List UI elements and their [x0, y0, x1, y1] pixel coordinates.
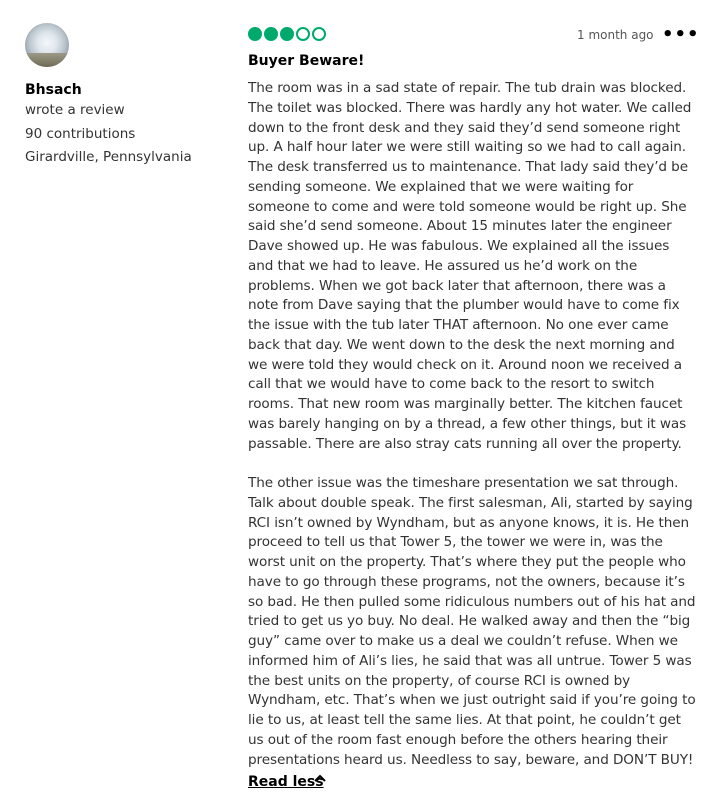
- rating-bubble-1: [248, 27, 262, 41]
- reviewer-contributions: 90 contributions: [25, 126, 136, 142]
- more-options-icon[interactable]: •••: [662, 24, 700, 45]
- review-title: Buyer Beware!: [248, 53, 365, 69]
- chevron-up-icon[interactable]: [313, 772, 327, 790]
- review-body: The room was in a sad state of repair. The tub drain was blocked. The toilet was blocked. There was hardly any hot water. We called down to the front desk and they said they’d send someone right up. A half hour later we were still waiting so we had to call again. The desk transferred us to maintenance. That lady said they’d be sending someone. We explained that we were waiting for someone to come and were told someone would be right up. She said she’d send someone. About 15 minutes later the engineer Dave showed up. He was fabulous. We explained all the issues and that we had to leave. He assured us he’d work on the problems. When we got back later that afternoon, there was a note from Dave saying that the plumber would have to come fix the issue with the tub later THAT afternoon. No one ever came back that day. We went down to the desk the next morning and we were told they would check on it. Around noon we received a call that we would have to come back to the resort to switch rooms. That new room was marginally better. The kitchen faucet was barely hanging on by a thread, a few other things, but it was passable. There are also stray cats running all over the property. The other issue was the timeshare presentation we sat through. Talk about double speak. The first salesman, Ali, started by saying RCI isn’t owned by Wyndham, but as anyone knows, it is. He then proceed to tell us that Tower 5, the tower we were in, was the worst unit on the property. That’s where they put the people who have to go through these programs, not the owners, because it’s so bad. He then pulled some ridiculous numbers out of his hat and tried to get us yo buy. No deal. He walked away and then the “big guy” came over to make us a deal we couldn’t refuse. When we informed him of Ali’s lies, he said that was all untrue. Tower 5 was the best units on the property, of course RCI is owned by Wyndham, etc. That’s when we just outright said if you’re going to lie to us, at least tell the same lies. At that point, he couldn’t get us out of the room fast enough before the others hearing their presentations heard us. Needless to say, beware, and DON’T BUY!: [248, 80, 696, 768]
- reviewer-action: wrote a review: [25, 102, 125, 118]
- rating-bubbles: [248, 27, 326, 41]
- reviewer-avatar[interactable]: [25, 23, 69, 67]
- reviewer-name[interactable]: Bhsach: [25, 82, 82, 98]
- rating-bubble-5: [312, 27, 326, 41]
- reviewer-location: Girardville, Pennsylvania: [25, 149, 192, 165]
- rating-bubble-3: [280, 27, 294, 41]
- review-date: 1 month ago: [577, 28, 654, 42]
- rating-bubble-4: [296, 27, 310, 41]
- read-less-link[interactable]: Read less: [248, 774, 324, 790]
- rating-bubble-2: [264, 27, 278, 41]
